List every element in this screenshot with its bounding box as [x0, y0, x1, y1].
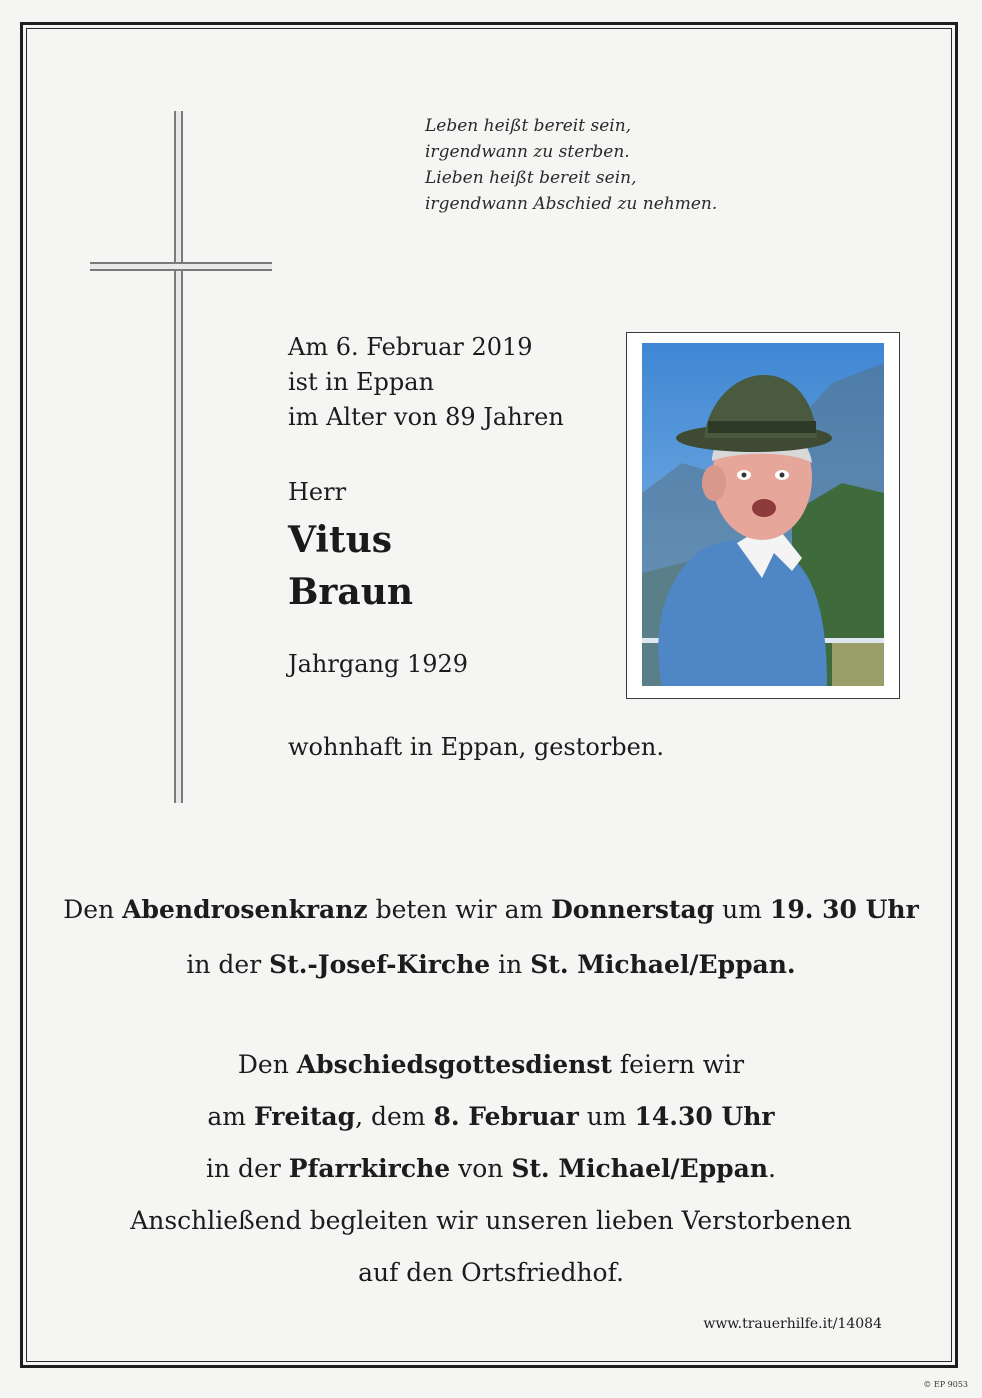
church-name: St.-Josef-Kirche [269, 950, 491, 979]
text: in [490, 950, 531, 979]
text: . [768, 1154, 776, 1183]
cross-icon-center [176, 264, 181, 269]
print-code: © EP 9053 [923, 1380, 968, 1389]
funeral-line-4: Anschließend begleiten wir unseren lieben Verstorbenen [130, 1206, 852, 1235]
time: 19. 30 Uhr [769, 895, 919, 924]
text: um [578, 1102, 635, 1131]
weekday: Donnerstag [551, 895, 715, 924]
weekday: Freitag [253, 1102, 356, 1131]
death-notice-intro [288, 330, 564, 435]
memorial-url[interactable]: www.trauerhilfe.it/14084 [703, 1316, 882, 1332]
text: am [207, 1102, 254, 1131]
birth-year: Jahrgang 1929 [288, 650, 469, 678]
funeral-line-3 [40, 1143, 942, 1195]
event-name: Abschiedsgottesdienst [296, 1050, 612, 1079]
funeral-line-5: auf den Ortsfriedhof. [358, 1258, 624, 1287]
last-name: Braun [288, 571, 414, 613]
rosary-line-1 [40, 882, 942, 937]
cross-icon-horizontal-beam [90, 262, 272, 271]
text: Den [63, 895, 123, 924]
portrait-illustration [642, 343, 884, 686]
time: 14.30 Uhr [634, 1102, 775, 1131]
text: feiern wir [611, 1050, 745, 1079]
rosary-line-2 [40, 937, 942, 992]
poem-line: irgendwann zu sterben. [425, 142, 630, 162]
funeral-announcement [40, 1039, 942, 1299]
text: in der [186, 950, 270, 979]
honorific: Herr [288, 478, 347, 506]
death-date: Am 6. Februar 2019 [288, 333, 533, 361]
residence: wohnhaft in Eppan, gestorben. [288, 733, 664, 761]
poem-line: Leben heißt bereit sein, [425, 116, 632, 136]
deceased-name [288, 514, 413, 618]
funeral-line-2 [40, 1091, 942, 1143]
event-name: Abendrosenkranz [122, 895, 368, 924]
poem [425, 113, 825, 217]
first-name: Vitus [288, 519, 393, 561]
text: Den [237, 1050, 297, 1079]
location: St. Michael/Eppan [511, 1154, 769, 1183]
funeral-line-1 [40, 1039, 942, 1091]
rosary-announcement [40, 882, 942, 992]
death-place: ist in Eppan [288, 368, 435, 396]
church-name: Pfarrkirche [288, 1154, 451, 1183]
text: um [714, 895, 770, 924]
text: in der [206, 1154, 289, 1183]
poem-line: irgendwann Abschied zu nehmen. [425, 194, 718, 214]
age-at-death: im Alter von 89 Jahren [288, 403, 564, 431]
text: beten wir am [367, 895, 552, 924]
text: von [450, 1154, 512, 1183]
poem-line: Lieben heißt bereit sein, [425, 168, 637, 188]
portrait-photo [642, 343, 884, 686]
text: , dem [355, 1102, 434, 1131]
cross-icon-vertical-beam [174, 111, 183, 803]
location: St. Michael/Eppan. [530, 950, 796, 979]
date: 8. Februar [433, 1102, 579, 1131]
